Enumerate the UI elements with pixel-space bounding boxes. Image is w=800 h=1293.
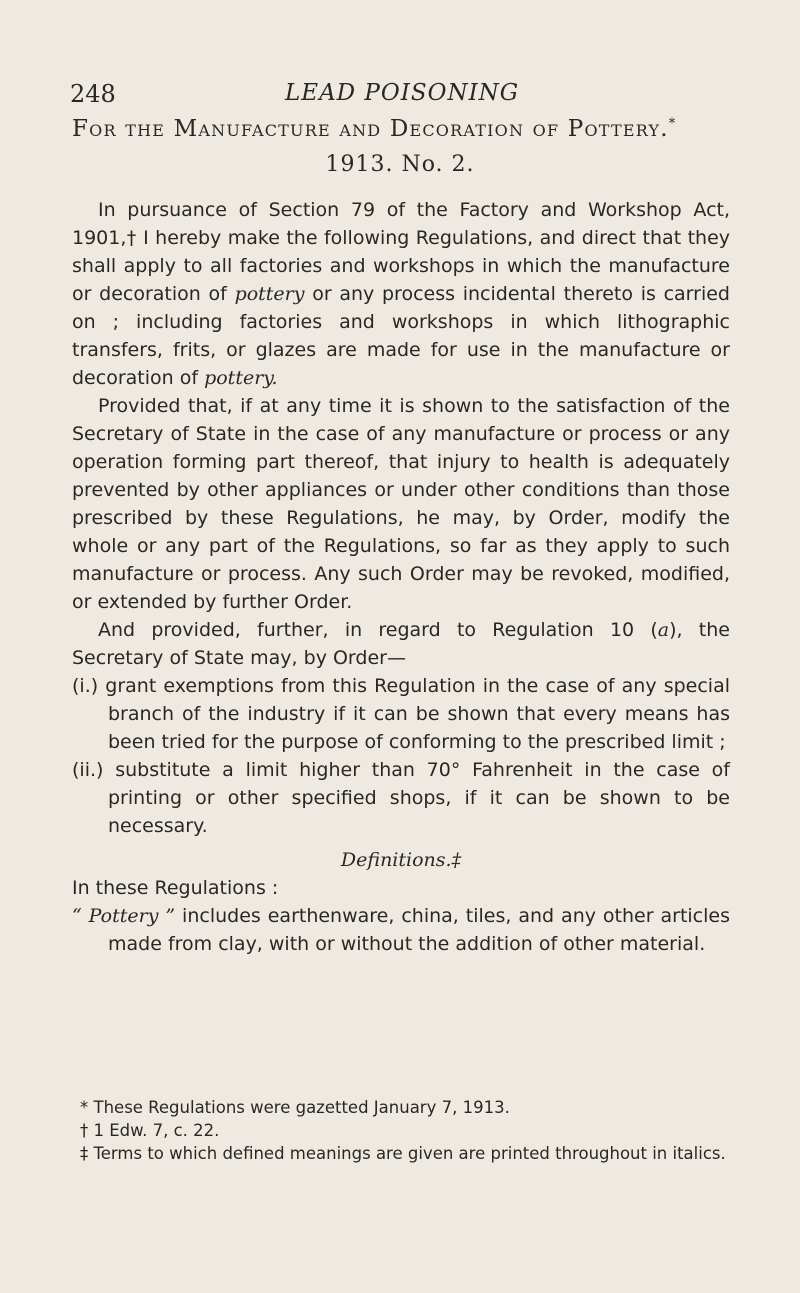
definitions-intro: In these Regulations :: [72, 877, 279, 899]
footnote-mark: †: [80, 1121, 89, 1140]
text-span: I hereby make the following Regulations, and direct that they shall apply to all factories and workshops in which the manufacture or decoration of: [72, 227, 731, 305]
body-text: [72, 196, 730, 958]
page-number: 248: [70, 80, 116, 108]
footnote-text: Terms to which defined meanings are given are printed throughout in italics.: [93, 1144, 726, 1163]
italic-letter: a: [657, 619, 670, 641]
footnote: [72, 1142, 730, 1165]
footnote-text: These Regulations were gazetted January 7, 1913.: [93, 1098, 510, 1117]
definition-term: “ Pottery ”: [72, 905, 176, 927]
title-footnote-mark: *: [668, 116, 677, 132]
text-span: In pursuance of Section 79 of the Factory and Workshop Act, 1901,: [72, 199, 730, 249]
footnote: [72, 1096, 730, 1119]
paragraph-pursuance: [72, 196, 730, 392]
footnote-mark: *: [80, 1098, 89, 1117]
regulation-number: 1913. No. 2.: [325, 152, 475, 177]
footnote-mark: †: [126, 227, 137, 249]
definitions-heading: [72, 846, 730, 874]
footnote: [72, 1119, 730, 1142]
text-span: ), the Secretary of State may, by Order—: [72, 619, 730, 669]
section-title: [72, 116, 752, 142]
item-text: grant exemptions from this Regulation in the case of any special branch of the industry if it can be shown that every means has been tried for the purpose of conforming to the prescribed limit ;: [105, 675, 730, 753]
footnotes: [72, 1096, 730, 1165]
paragraph-provided-further: [72, 616, 730, 672]
text-span: And provided, further, in regard to Regulation 10 (: [98, 619, 658, 641]
running-head: LEAD POISONING: [285, 80, 520, 106]
section-title-text: For the Manufacture and Decoration of Pottery.: [72, 116, 669, 142]
italic-term: pottery: [234, 283, 305, 305]
paragraph-provided: Provided that, if at any time it is shown to the satisfaction of the Secretary of State in the case of any manufacture or process or any operation forming part thereof, that injury to health is adequately prevented by other appliances or under other conditions than those prescribed by these Regulations, he may, by Order, modify the whole or any part of the Regulations, so far as they apply to such manufacture or process. Any such Order may be revoked, modified, or extended by further Order.: [72, 395, 730, 613]
definition-text: includes earthenware, china, tiles, and any other articles made from clay, with or without the addition of other material.: [108, 905, 730, 955]
page-header: [70, 80, 740, 120]
item-label: (ii.): [72, 759, 104, 781]
list-item: [72, 672, 730, 756]
footnote-mark: ‡: [451, 849, 462, 871]
footnote-text: 1 Edw. 7, c. 22.: [93, 1121, 220, 1140]
footnote-mark: ‡: [80, 1144, 89, 1163]
italic-term: pottery.: [204, 367, 278, 389]
list-item: [72, 756, 730, 840]
definition-entry: [72, 902, 730, 958]
text-span: or any process incidental thereto is carried on ; including factories and workshops in which lithographic transfers, frits, or glazes are made for use in the manufacture or decoration of: [72, 283, 730, 389]
item-text: substitute a limit higher than 70° Fahrenheit in the case of printing or other specified shops, if it can be shown to be necessary.: [108, 759, 730, 837]
item-label: (i.): [72, 675, 99, 697]
heading-text: Definitions.: [340, 849, 452, 871]
